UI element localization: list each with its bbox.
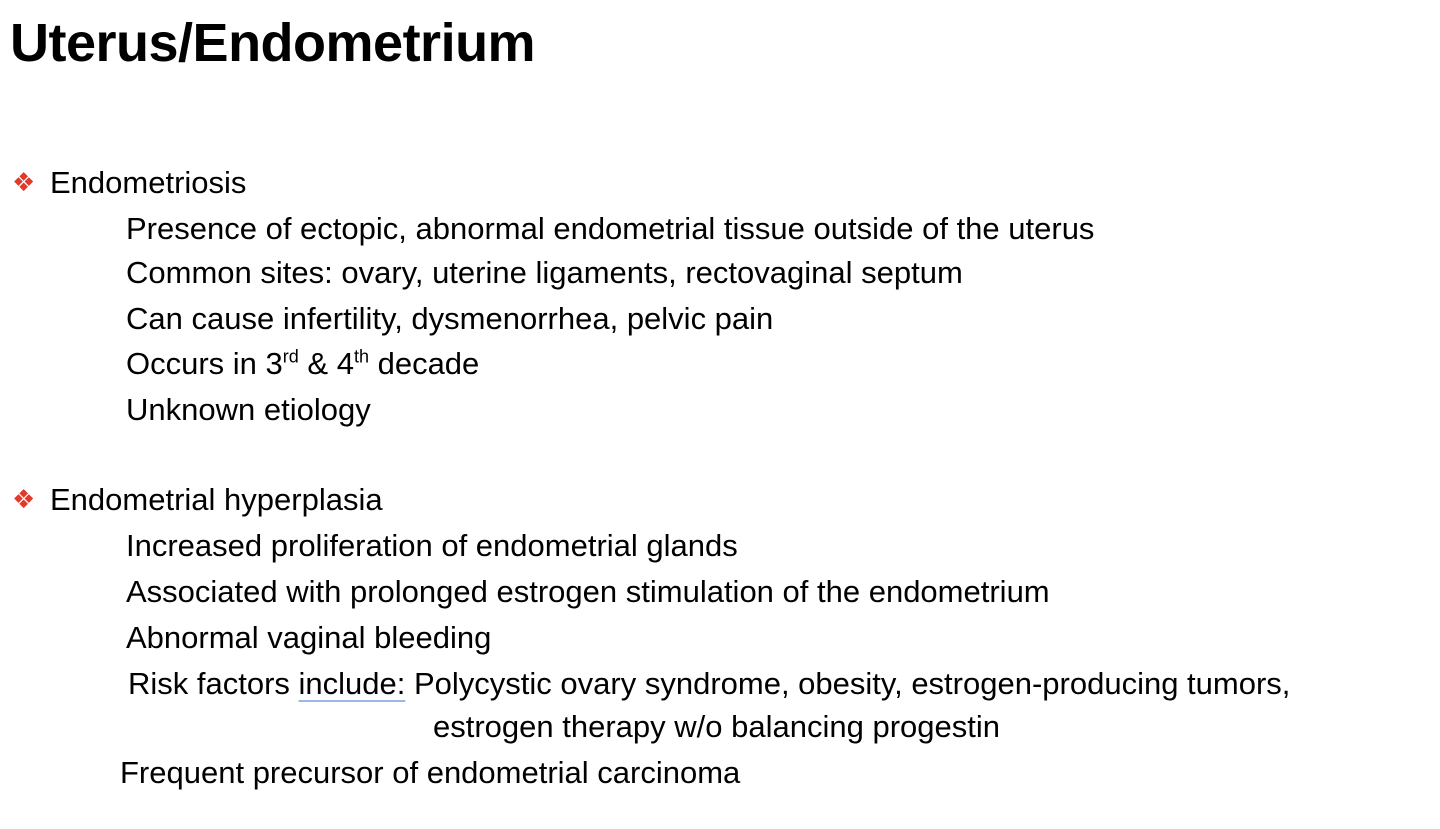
spellcheck-underlined-word: include:	[298, 666, 406, 701]
section-heading-label: Endometriosis	[50, 165, 247, 200]
list-item-continuation: estrogen therapy w/o balancing progestin	[433, 709, 1000, 744]
diamond-bullet-icon: ❖	[12, 484, 36, 514]
section-heading-endometriosis	[12, 164, 246, 201]
list-item: Associated with prolonged estrogen stimulation of the endometrium	[126, 574, 1050, 609]
list-item: Presence of ectopic, abnormal endometrial tissue outside of the uterus	[126, 211, 1095, 246]
list-item-risk-factors	[128, 665, 1290, 702]
list-item	[126, 345, 479, 382]
list-item: Unknown etiology	[126, 392, 371, 427]
list-item: Increased proliferation of endometrial glands	[126, 528, 738, 563]
section-heading-label: Endometrial hyperplasia	[50, 482, 383, 517]
ordinal-suffix: rd	[282, 346, 299, 367]
list-item: Abnormal vaginal bleeding	[126, 620, 492, 655]
list-item-text: & 4	[298, 346, 354, 381]
list-item: Frequent precursor of endometrial carcinoma	[120, 755, 741, 790]
list-item: Can cause infertility, dysmenorrhea, pelvic pain	[126, 301, 774, 336]
list-item-text: decade	[368, 346, 480, 381]
ordinal-suffix: th	[353, 346, 369, 367]
list-item-text: Risk factors	[128, 666, 299, 701]
list-item-text: Polycystic ovary syndrome, obesity, estrogen-producing tumors,	[405, 666, 1291, 701]
diamond-bullet-icon: ❖	[12, 167, 36, 197]
list-item-text: Occurs in 3	[126, 346, 283, 381]
list-item: Common sites: ovary, uterine ligaments, rectovaginal septum	[126, 255, 963, 290]
section-heading-endometrial-hyperplasia	[12, 481, 383, 518]
page-title: Uterus/Endometrium	[10, 13, 536, 73]
